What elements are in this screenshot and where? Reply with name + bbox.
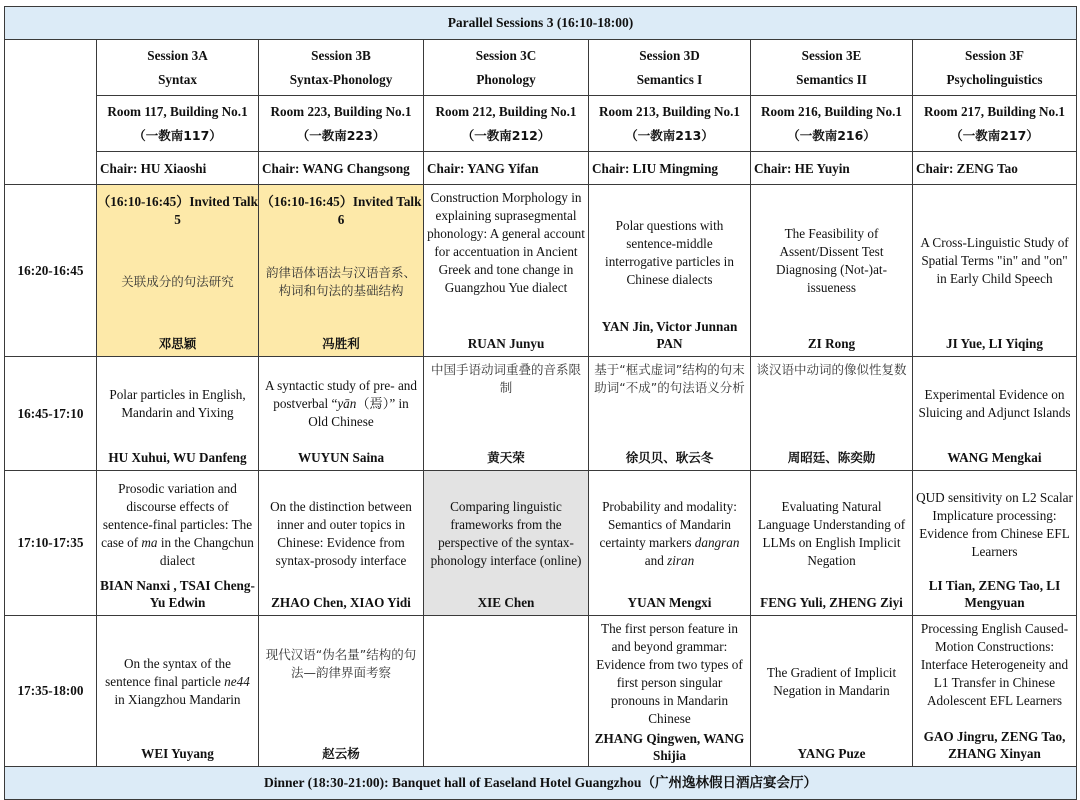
- room-name-zh: （一教南217）: [950, 127, 1039, 143]
- session-header: [259, 40, 424, 96]
- talk-speaker: 邓思颖: [158, 336, 197, 351]
- talk-title: [424, 616, 588, 762]
- invited-talk-label: （16:10-16:45）Invited Talk 6: [260, 194, 422, 227]
- talk-title: [259, 357, 423, 449]
- talk-title: Construction Morphology in explaining suprasegmental phonology: A general account for accentuation in Ancient Greek and tone change in Guangzhou Yue dialect: [427, 190, 585, 295]
- session-band-title: Parallel Sessions 3 (16:10-18:00): [5, 7, 1077, 40]
- talk-speaker: WANG Mengkai: [947, 450, 1042, 465]
- room-name: Room 117, Building No.1: [107, 103, 248, 119]
- room-name: Room 212, Building No.1: [435, 103, 577, 119]
- talk-cell: [589, 185, 751, 357]
- session-header: [913, 40, 1077, 96]
- talk-cell: [589, 616, 751, 767]
- talk-speaker: 黄天荣: [487, 450, 525, 465]
- talk-title: The first person feature in and beyond grammar: Evidence from two types of first person singular pronouns in Mandarin Chinese: [596, 621, 743, 726]
- talk-title: 关联成分的句法研究: [121, 274, 234, 289]
- talk-cell: [751, 185, 913, 357]
- talk-cell: [97, 471, 259, 616]
- talk-cell: [589, 357, 751, 471]
- talk-speaker: JI Yue, LI Yiqing: [946, 336, 1043, 351]
- talk-title-part: On the syntax of the sentence final particle: [105, 655, 231, 689]
- talk-title-italic: ne44: [224, 673, 250, 689]
- talk-title: A Cross-Linguistic Study of Spatial Terms "in" and "on" in Early Child Speech: [920, 235, 1069, 286]
- talk-title-italic: ziran: [667, 552, 695, 568]
- talk-title-italic: dangran: [694, 534, 740, 550]
- talk-title: [97, 616, 258, 745]
- session-id: Session 3C: [475, 47, 537, 63]
- room-cell: [589, 96, 751, 152]
- session-id: Session 3D: [639, 47, 700, 63]
- talk-cell: [589, 471, 751, 616]
- talk-speaker: 周昭廷、陈奕勋: [787, 450, 876, 465]
- session-topic: Semantics I: [636, 71, 703, 87]
- talk-title: QUD sensitivity on L2 Scalar Implicature processing: Evidence from Chinese EFL Learners: [916, 490, 1073, 559]
- schedule-table: [4, 6, 1077, 800]
- talk-title: Processing English Caused-Motion Constructions: Interface Heterogeneity and L1 Transfer in Chinese Adolescent EFL Learners: [920, 621, 1069, 708]
- chair-cell: Chair: ZENG Tao: [913, 152, 1077, 185]
- talk-title: The Gradient of Implicit Negation in Mandarin: [766, 664, 897, 698]
- time-slot: 16:45-17:10: [5, 357, 97, 471]
- room-cell: [424, 96, 589, 152]
- talk-title-italic: ma: [141, 535, 158, 550]
- talk-cell: [97, 357, 259, 471]
- talk-title: On the distinction between inner and outer topics in Chinese: Evidence from syntax-prosody interface: [270, 498, 412, 568]
- room-cell: [751, 96, 913, 152]
- talk-speaker: 冯胜利: [322, 336, 360, 351]
- chair-cell: Chair: LIU Mingming: [589, 152, 751, 185]
- talk-cell: [259, 357, 424, 471]
- chair-cell: Chair: WANG Changsong: [259, 152, 424, 185]
- talk-title: 韵律语体语法与汉语音系、构词和句法的基础结构: [265, 265, 416, 298]
- talk-title-part: in the Changchun dialect: [157, 535, 254, 568]
- talk-cell: [424, 185, 589, 357]
- room-name: Room 213, Building No.1: [598, 103, 741, 119]
- session-header: [424, 40, 589, 96]
- invited-talk-cell: [97, 185, 259, 357]
- time-slot: 16:20-16:45: [5, 185, 97, 357]
- talk-cell: [913, 616, 1077, 767]
- session-id: Session 3F: [965, 47, 1024, 63]
- talk-title: Polar questions with sentence-middle interrogative particles in Chinese dialects: [605, 217, 734, 287]
- talk-cell: [259, 616, 424, 767]
- talk-speaker: GAO Jingru, ZENG Tao, ZHANG Xinyan: [923, 729, 1066, 761]
- talk-title: Experimental Evidence on Sluicing and Adjunct Islands: [918, 387, 1071, 420]
- talk-cell: [913, 185, 1077, 357]
- talk-speaker: FENG Yuli, ZHENG Ziyi: [760, 595, 903, 610]
- talk-speaker: HU Xuhui, WU Danfeng: [108, 450, 247, 465]
- chair-cell: Chair: HE Yuyin: [751, 152, 913, 185]
- session-topic: Semantics II: [796, 71, 867, 87]
- talk-cell: [259, 471, 424, 616]
- room-cell: [913, 96, 1077, 152]
- talk-title: 现代汉语“伪名量”结构的句法—韵律界面考察: [265, 647, 417, 680]
- talk-title-part: Prosodic variation and discourse effects of sentence-final particles: The case of: [101, 481, 253, 550]
- talk-speaker: 赵云杨: [322, 746, 360, 761]
- room-name-zh: （一教南223）: [296, 127, 386, 143]
- session-id: Session 3B: [311, 47, 371, 63]
- talk-cell: [913, 357, 1077, 471]
- session-topic: Phonology: [476, 71, 536, 87]
- corner-cell: [5, 40, 97, 185]
- talk-title: Comparing linguistic frameworks from the perspective of the syntax-phonology interface (online): [430, 498, 582, 568]
- talk-speaker: WUYUN Saina: [297, 450, 385, 465]
- talk-speaker: ZI Rong: [807, 336, 856, 351]
- chair-cell: Chair: HU Xiaoshi: [97, 152, 259, 185]
- talk-speaker: ZHANG Qingwen, WANG Shijia: [594, 731, 745, 763]
- talk-title-part: and: [644, 552, 668, 568]
- talk-cell: [97, 616, 259, 767]
- room-name-zh: （一教南213）: [625, 127, 714, 143]
- talk-title-part: （焉）” in Old Chinese: [308, 396, 409, 429]
- time-slot: 17:35-18:00: [5, 616, 97, 767]
- talk-title: Evaluating Natural Language Understanding of LLMs on English Implicit Negation: [757, 498, 906, 568]
- talk-speaker: YAN Jin, Victor Junnan PAN: [601, 319, 738, 351]
- room-cell: [97, 96, 259, 152]
- talk-title: [97, 471, 258, 577]
- empty-talk-cell: [424, 616, 589, 767]
- room-name-zh: （一教南216）: [787, 127, 876, 143]
- talk-cell: [751, 471, 913, 616]
- talk-cell: [424, 357, 589, 471]
- session-topic: Psycholinguistics: [946, 71, 1043, 87]
- talk-speaker: WEI Yuyang: [141, 746, 214, 761]
- talk-title-part: A syntactic study of pre- and postverbal “: [265, 378, 417, 411]
- invited-talk-label: （16:10-16:45）Invited Talk 5: [97, 194, 258, 227]
- talk-title: 中国手语动词重叠的音系限制: [430, 362, 581, 395]
- talk-title-italic: yān: [337, 396, 357, 411]
- room-name: Room 223, Building No.1: [270, 103, 412, 119]
- session-header: [589, 40, 751, 96]
- talk-speaker: RUAN Junyu: [467, 336, 545, 351]
- talk-speaker: ZHAO Chen, XIAO Yidi: [271, 595, 411, 610]
- talk-title-part: Probability and modality: Semantics of Mandarin certainty markers: [599, 498, 737, 550]
- room-name: Room 216, Building No.1: [760, 103, 903, 119]
- talk-title-part: in Xiangzhou Mandarin: [114, 691, 241, 707]
- chair-cell: Chair: YANG Yifan: [424, 152, 589, 185]
- room-name-zh: （一教南117）: [133, 127, 222, 143]
- talk-title: [589, 471, 750, 594]
- room-name: Room 217, Building No.1: [923, 103, 1066, 119]
- talk-cell: [913, 471, 1077, 616]
- talk-speaker: BIAN Nanxi , TSAI Cheng-Yu Edwin: [100, 578, 255, 610]
- talk-speaker: YANG Puze: [797, 746, 866, 761]
- talk-title: 基于“框式虚词”结构的句末助词“不成”的句法语义分析: [594, 362, 745, 395]
- invited-talk-cell: [259, 185, 424, 357]
- talk-title: The Feasibility of Assent/Dissent Test Diagnosing (Not-)at-issueness: [776, 226, 887, 295]
- session-topic: Syntax: [158, 71, 197, 87]
- dinner-band: Dinner (18:30-21:00): Banquet hall of Easeland Hotel Guangzhou（广州逸林假日酒店宴会厅）: [5, 767, 1077, 800]
- room-name-zh: （一教南212）: [461, 127, 551, 143]
- session-id: Session 3A: [147, 47, 208, 63]
- talk-title: Polar particles in English, Mandarin and Yixing: [109, 387, 246, 420]
- session-id: Session 3E: [801, 47, 862, 63]
- talk-speaker: YUAN Mengxi: [627, 595, 712, 610]
- talk-title: 谈汉语中动词的像似性复数: [756, 362, 907, 377]
- time-slot: 17:10-17:35: [5, 471, 97, 616]
- session-header: [751, 40, 913, 96]
- talk-speaker: LI Tian, ZENG Tao, LI Mengyuan: [928, 578, 1061, 610]
- session-header: [97, 40, 259, 96]
- online-talk-cell: [424, 471, 589, 616]
- talk-cell: [751, 357, 913, 471]
- talk-cell: [751, 616, 913, 767]
- session-topic: Syntax-Phonology: [289, 71, 393, 87]
- room-cell: [259, 96, 424, 152]
- talk-speaker: XIE Chen: [477, 595, 535, 610]
- talk-speaker: [424, 762, 588, 766]
- talk-speaker: 徐贝贝、耿云冬: [625, 450, 714, 465]
